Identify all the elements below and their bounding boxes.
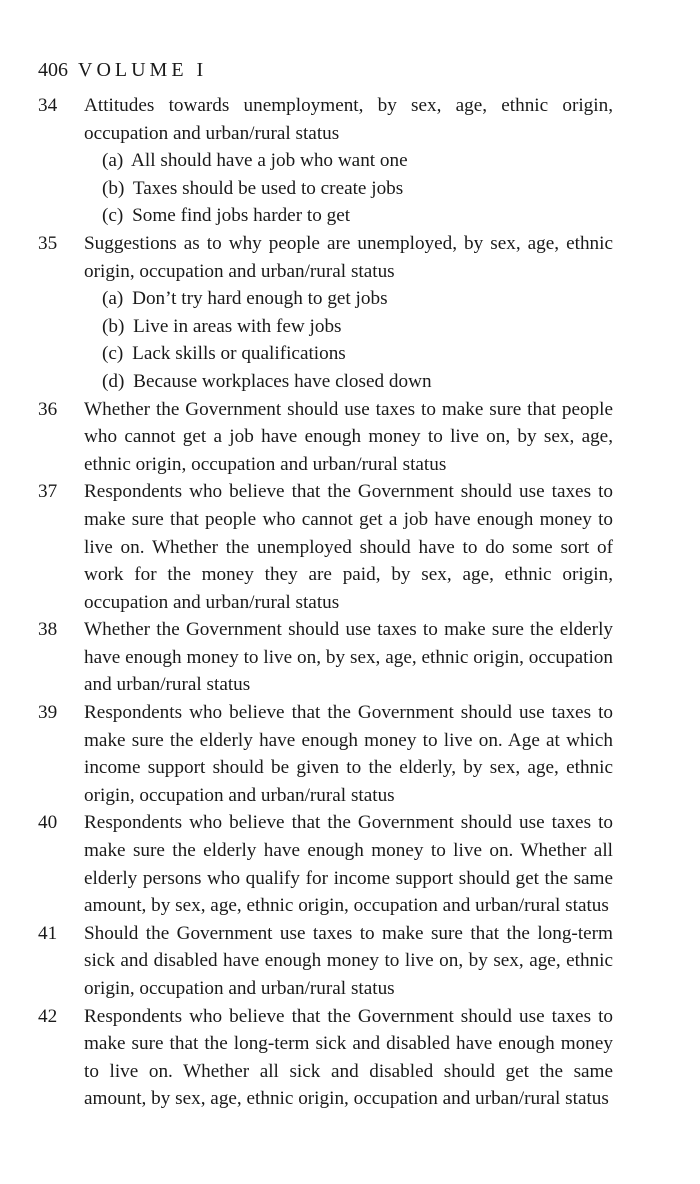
subitem-label: (d) bbox=[102, 370, 125, 392]
subitem bbox=[102, 175, 613, 203]
entry-38 bbox=[38, 616, 613, 699]
entry-number: 37 bbox=[38, 481, 58, 503]
entry-text: Suggestions as to why people are unemployed, by sex, age, ethnic origin, occupation and urban/rural status bbox=[84, 232, 613, 282]
entry-text: Respondents who believe that the Government should use taxes to make sure the elderly have enough money to live on. Whether all elderly persons who qualify for income support should get the same amount, by sex, age, ethnic origin, occupation and urban/rural status bbox=[84, 812, 613, 917]
subitem-text: All should have a job who want one bbox=[131, 150, 408, 172]
entry-37 bbox=[38, 478, 613, 616]
entry-34 bbox=[38, 92, 613, 230]
entry-39 bbox=[38, 699, 613, 809]
entry-number: 39 bbox=[38, 702, 58, 724]
page-number: 406 bbox=[38, 59, 68, 81]
document-page bbox=[38, 58, 613, 1113]
subitem-label: (a) bbox=[102, 150, 124, 172]
entry-41 bbox=[38, 920, 613, 1003]
subitem-label: (b) bbox=[102, 315, 125, 337]
entry-text: Respondents who believe that the Government should use taxes to make sure that people who cannot get a job have enough money to live on. Whether the unemployed should have to do some sort of work for the money they are paid, by sex, age, ethnic origin, occupation and urban/rural status bbox=[84, 481, 613, 613]
volume-label: VOLUME I bbox=[78, 59, 208, 81]
subitem-text: Taxes should be used to create jobs bbox=[132, 177, 404, 199]
entry-text: Whether the Government should use taxes to make sure that people who cannot get a job have enough money to live on, by sex, age, ethnic origin, occupation and urban/rural status bbox=[84, 398, 613, 475]
entry-36 bbox=[38, 396, 613, 479]
entry-list bbox=[38, 92, 613, 1113]
entry-text: Attitudes towards unemployment, by sex, age, ethnic origin, occupation and urban/rural status bbox=[84, 95, 613, 144]
subitem bbox=[102, 147, 613, 175]
subitem-label: (b) bbox=[102, 177, 125, 199]
entry-number: 34 bbox=[38, 95, 58, 116]
subitem-text: Lack skills or qualifications bbox=[132, 343, 346, 365]
entry-42 bbox=[38, 1003, 613, 1113]
subitem-label: (a) bbox=[102, 288, 124, 310]
entry-text: Respondents who believe that the Government should use taxes to make sure that the long-term sick and disabled have enough money to live on. Whether all sick and disabled should get the same amount, by sex, age, ethnic origin, occupation and urban/rural status bbox=[84, 1005, 613, 1110]
running-head bbox=[38, 58, 613, 82]
subitem-text: Some find jobs harder to get bbox=[132, 205, 351, 227]
subitem bbox=[102, 368, 613, 396]
entry-text: Should the Government use taxes to make sure that the long-term sick and disabled have enough money to live on, by sex, age, ethnic origin, occupation and urban/rural status bbox=[84, 922, 613, 999]
subitem-text: Don’t try hard enough to get jobs bbox=[132, 288, 388, 310]
subitem bbox=[102, 202, 613, 230]
entry-number: 35 bbox=[38, 232, 58, 254]
entry-number: 38 bbox=[38, 619, 58, 641]
subitem-text: Because workplaces have closed down bbox=[133, 370, 432, 392]
subitem bbox=[102, 313, 613, 341]
entry-number: 42 bbox=[38, 1005, 58, 1027]
subitem-text: Live in areas with few jobs bbox=[133, 315, 342, 337]
entry-number: 41 bbox=[38, 922, 58, 944]
entry-number: 40 bbox=[38, 812, 58, 834]
subitem-label: (c) bbox=[102, 205, 124, 227]
entry-40 bbox=[38, 809, 613, 919]
entry-number: 36 bbox=[38, 398, 58, 420]
subitem-label: (c) bbox=[102, 343, 124, 365]
subitem bbox=[102, 340, 613, 368]
subitem bbox=[102, 285, 613, 313]
entry-35 bbox=[38, 230, 613, 396]
entry-text: Respondents who believe that the Government should use taxes to make sure the elderly have enough money to live on. Age at which income support should be given to the elderly, by sex, age, ethnic origin, occupation and urban/rural status bbox=[84, 702, 613, 806]
entry-text: Whether the Government should use taxes to make sure the elderly have enough money to live on, by sex, age, ethnic origin, occupation and urban/rural status bbox=[84, 619, 613, 696]
